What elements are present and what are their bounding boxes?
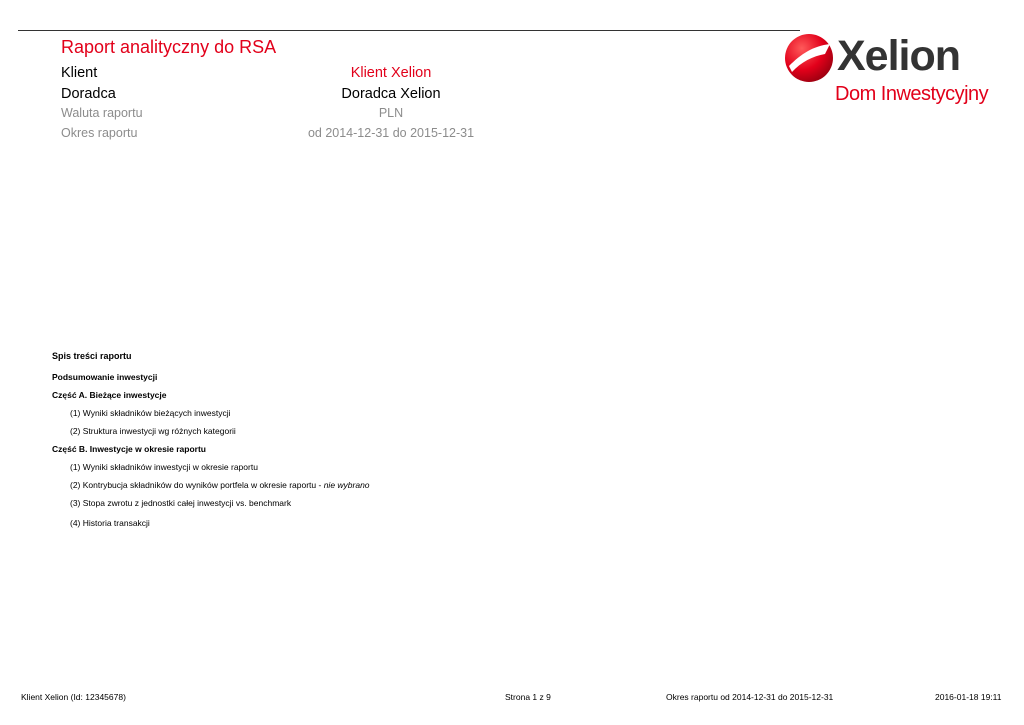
toc-part-b-item: (3) Stopa zwrotu z jednostki całej inwestycji vs. benchmark (70, 498, 292, 508)
currency-value: PLN (378, 106, 404, 120)
currency-row (61, 106, 561, 126)
xelion-logo (781, 30, 991, 110)
client-label: Klient (61, 65, 98, 81)
period-label: Okres raportu (61, 126, 138, 140)
xelion-emblem-icon (783, 32, 835, 84)
client-value: Klient Xelion (350, 65, 432, 81)
not-selected-note: nie wybrano (323, 480, 370, 490)
logo-subtitle: Dom Inwestycyjny (835, 83, 989, 105)
toc-part-b: Część B. Inwestycje w okresie raportu (52, 444, 207, 454)
toc-part-a-item: (2) Struktura inwestycji wg różnych kategorii (70, 426, 236, 436)
toc-part-b-item-text: (2) Kontrybucja składników do wyników portfela w okresie raportu - (70, 480, 324, 490)
report-title: Raport analityczny do RSA (61, 37, 277, 57)
currency-label: Waluta raportu (61, 106, 143, 120)
footer-client: Klient Xelion (Id: 12345678) (21, 692, 126, 702)
period-row (61, 126, 561, 146)
footer-page-number: Strona 1 z 9 (505, 692, 551, 702)
toc-part-b-item: (4) Historia transakcji (70, 518, 150, 528)
client-row (61, 65, 561, 85)
logo-wordmark: Xelion (837, 32, 961, 80)
advisor-value: Doradca Xelion (341, 86, 441, 102)
advisor-label: Doradca (61, 86, 116, 102)
period-value: od 2014-12-31 do 2015-12-31 (307, 126, 475, 140)
toc-summary: Podsumowanie inwestycji (52, 372, 158, 382)
header-rule (18, 30, 800, 31)
toc-part-a: Część A. Bieżące inwestycje (52, 390, 167, 400)
toc-heading: Spis treści raportu (52, 351, 132, 361)
toc-part-b-item: (1) Wyniki składników inwestycji w okresie raportu (70, 462, 258, 472)
toc-part-b-item (70, 480, 370, 490)
advisor-row (61, 86, 561, 106)
toc-part-a-item: (1) Wyniki składników bieżących inwestycji (70, 408, 231, 418)
footer-timestamp: 2016-01-18 19:11 (935, 692, 1002, 702)
footer-period: Okres raportu od 2014-12-31 do 2015-12-31 (666, 692, 834, 702)
